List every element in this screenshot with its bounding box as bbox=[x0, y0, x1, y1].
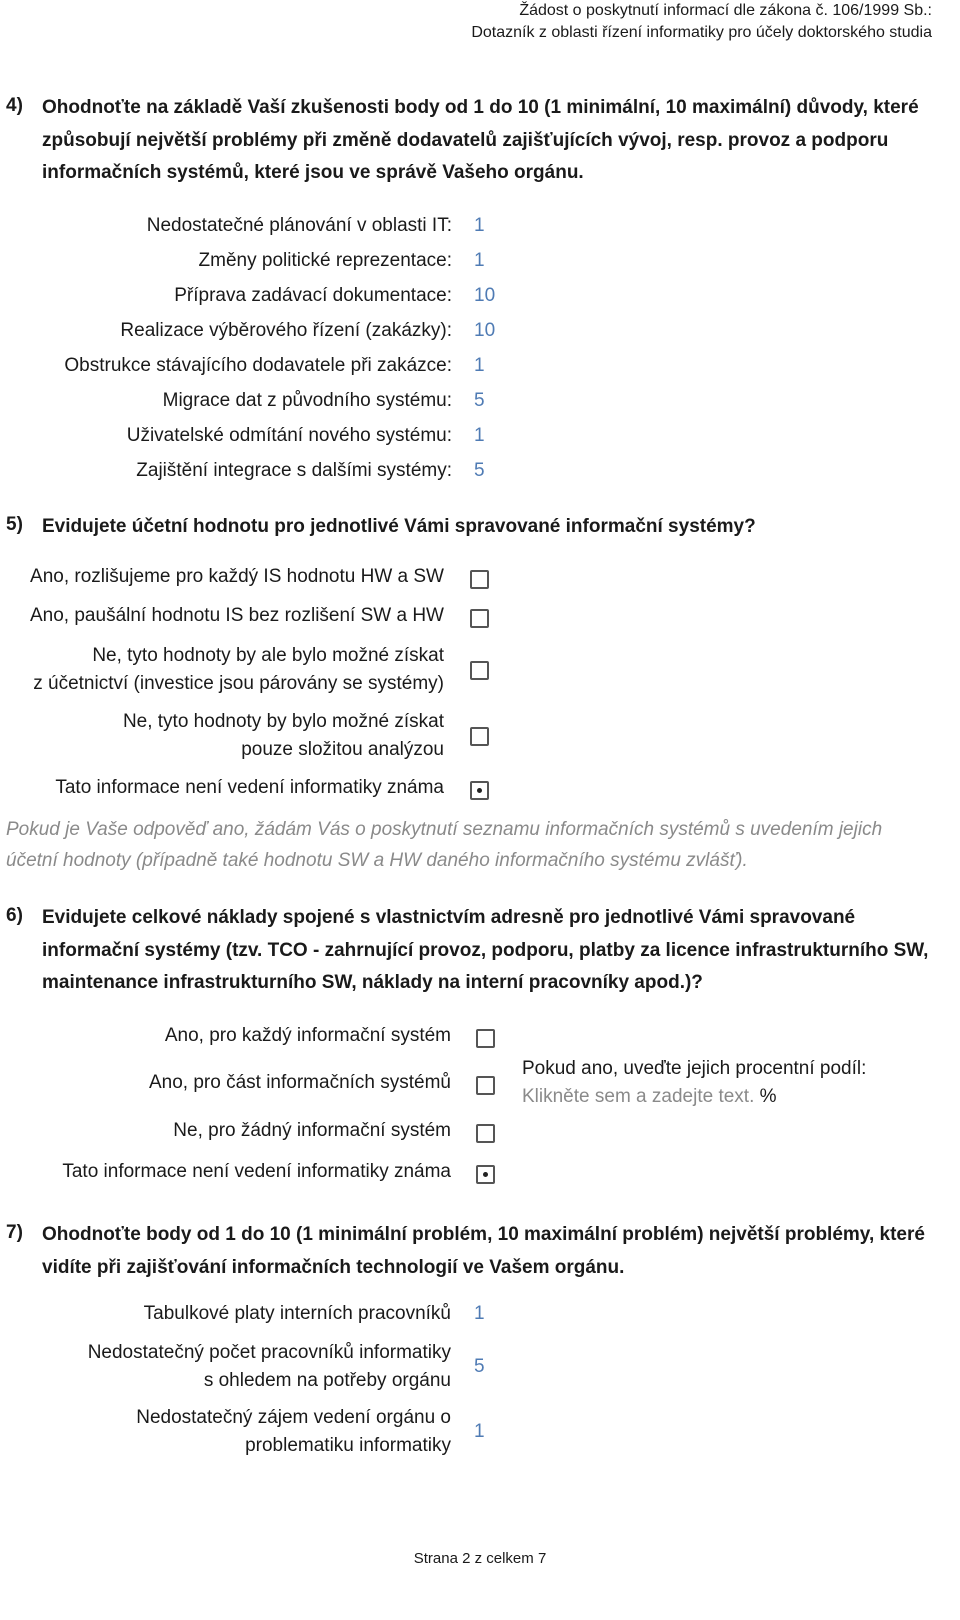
q5-radio-analysis[interactable] bbox=[470, 727, 489, 746]
q4-value-procurement[interactable]: 10 bbox=[474, 320, 496, 341]
question-6-number: 6) bbox=[6, 905, 23, 926]
q7-label-management-l1: Nedostatečný zájem vedení orgánu o bbox=[136, 1407, 451, 1428]
q4-label-migration: Migrace dat z původního systému: bbox=[162, 390, 452, 411]
question-5-text: Evidujete účetní hodnotu pro jednotlivé Vámi spravované informační systémy? bbox=[42, 516, 756, 537]
q5-option-label-flat: Ano, paušální hodnotu IS bez rozlišení SW a HW bbox=[30, 605, 444, 626]
q6-percent-input[interactable]: Klikněte sem a zadejte text. bbox=[522, 1086, 755, 1107]
q5-note: Pokud je Vaše odpověď ano, žádám Vás o poskytnutí seznamu informačních systémů s uvedením jejich účetní hodnoty (případně také hodnotu SW a HW daného informačního systému zvlášť). bbox=[6, 819, 883, 871]
q5-option-label-hw-sw: Ano, rozlišujeme pro každý IS hodnotu HW a SW bbox=[30, 566, 444, 587]
question-7-number: 7) bbox=[6, 1222, 23, 1243]
page-footer: Strana 2 z celkem 7 bbox=[413, 1550, 547, 1567]
question-6-text: Evidujete celkové náklady spojené s vlastnictvím adresně pro jednotlivé Vámi spravované informační systémy (tzv. TCO - zahrnující provoz, podporu, platby za licence infrastrukturního SW, maintenance infrastrukturního SW, náklady na interní pracovníky apod.)? bbox=[42, 907, 929, 993]
q6-option-label-all: Ano, pro každý informační systém bbox=[164, 1025, 451, 1046]
q6-percent-field[interactable] bbox=[522, 1086, 777, 1108]
header-subtitle: Dotazník z oblasti řízení informatiky pro účely doktorského studia bbox=[471, 24, 932, 41]
q5-option-label-accounting-l1: Ne, tyto hodnoty by ale bylo možné získat bbox=[92, 645, 444, 666]
q4-label-user-rejection: Uživatelské odmítání nového systému: bbox=[126, 425, 452, 446]
q6-radio-unknown[interactable] bbox=[476, 1165, 495, 1184]
q7-label-staffing-l1: Nedostatečný počet pracovníků informatiky bbox=[87, 1342, 451, 1363]
q4-label-tender-docs: Příprava zadávací dokumentace: bbox=[174, 285, 452, 306]
q7-value-staffing[interactable]: 5 bbox=[474, 1356, 485, 1377]
q4-label-procurement: Realizace výběrového řízení (zakázky): bbox=[120, 320, 452, 341]
q6-radio-all[interactable] bbox=[476, 1029, 495, 1048]
q4-value-planning[interactable]: 1 bbox=[474, 215, 485, 236]
question-4-number: 4) bbox=[6, 95, 23, 116]
q6-radio-none[interactable] bbox=[476, 1124, 495, 1143]
q6-option-label-unknown: Tato informace není vedení informatiky známa bbox=[62, 1161, 451, 1182]
q5-option-label-accounting-l2: z účetnictví (investice jsou párovány se systémy) bbox=[33, 673, 444, 694]
q4-label-obstruction: Obstrukce stávajícího dodavatele při zakázce: bbox=[64, 355, 452, 376]
q5-radio-hw-sw[interactable] bbox=[470, 570, 489, 589]
q5-option-label-unknown: Tato informace není vedení informatiky známa bbox=[55, 777, 444, 798]
q7-value-management[interactable]: 1 bbox=[474, 1421, 485, 1442]
q5-option-label-analysis-l2: pouze složitou analýzou bbox=[241, 739, 444, 760]
q5-radio-flat[interactable] bbox=[470, 609, 489, 628]
q7-label-management-l2: problematiku informatiky bbox=[245, 1435, 451, 1456]
q7-label-salaries: Tabulkové platy interních pracovníků bbox=[143, 1303, 451, 1324]
q6-percent-label: Pokud ano, uveďte jejich procentní podíl: bbox=[522, 1058, 867, 1079]
q7-value-salaries[interactable]: 1 bbox=[474, 1303, 485, 1324]
q4-label-planning: Nedostatečné plánování v oblasti IT: bbox=[146, 215, 452, 236]
q6-option-label-none: Ne, pro žádný informační systém bbox=[173, 1120, 451, 1141]
q4-value-tender-docs[interactable]: 10 bbox=[474, 285, 496, 306]
q6-option-label-part: Ano, pro část informačních systémů bbox=[148, 1072, 451, 1093]
q4-label-integration: Zajištění integrace s dalšími systémy: bbox=[136, 460, 452, 481]
question-5-number: 5) bbox=[6, 514, 23, 535]
q4-value-integration[interactable]: 5 bbox=[474, 460, 485, 481]
question-4-text: Ohodnoťte na základě Vaší zkušenosti body od 1 do 10 (1 minimální, 10 maximální) důvody, které způsobují největší problémy při změně dodavatelů zajišťujících vývoj, resp. provoz a podporu informačních systémů, které jsou ve správě Vašeho orgánu. bbox=[42, 97, 919, 183]
q4-value-political[interactable]: 1 bbox=[474, 250, 485, 271]
q4-label-political: Změny politické reprezentace: bbox=[198, 250, 452, 271]
header-title: Žádost o poskytnutí informací dle zákona č. 106/1999 Sb.: bbox=[519, 2, 932, 19]
q5-option-label-analysis-l1: Ne, tyto hodnoty by bylo možné získat bbox=[122, 711, 444, 732]
q4-value-user-rejection[interactable]: 1 bbox=[474, 425, 485, 446]
q5-radio-unknown[interactable] bbox=[470, 781, 489, 800]
q6-percent-unit: % bbox=[759, 1086, 777, 1107]
q7-label-staffing-l2: s ohledem na potřeby orgánu bbox=[203, 1370, 451, 1391]
q4-value-migration[interactable]: 5 bbox=[474, 390, 485, 411]
question-7-text: Ohodnoťte body od 1 do 10 (1 minimální problém, 10 maximální problém) největší problémy, které vidíte při zajišťování informačních technologií ve Vašem orgánu. bbox=[42, 1224, 925, 1278]
q6-radio-part[interactable] bbox=[476, 1076, 495, 1095]
q4-value-obstruction[interactable]: 1 bbox=[474, 355, 485, 376]
q5-radio-accounting[interactable] bbox=[470, 661, 489, 680]
